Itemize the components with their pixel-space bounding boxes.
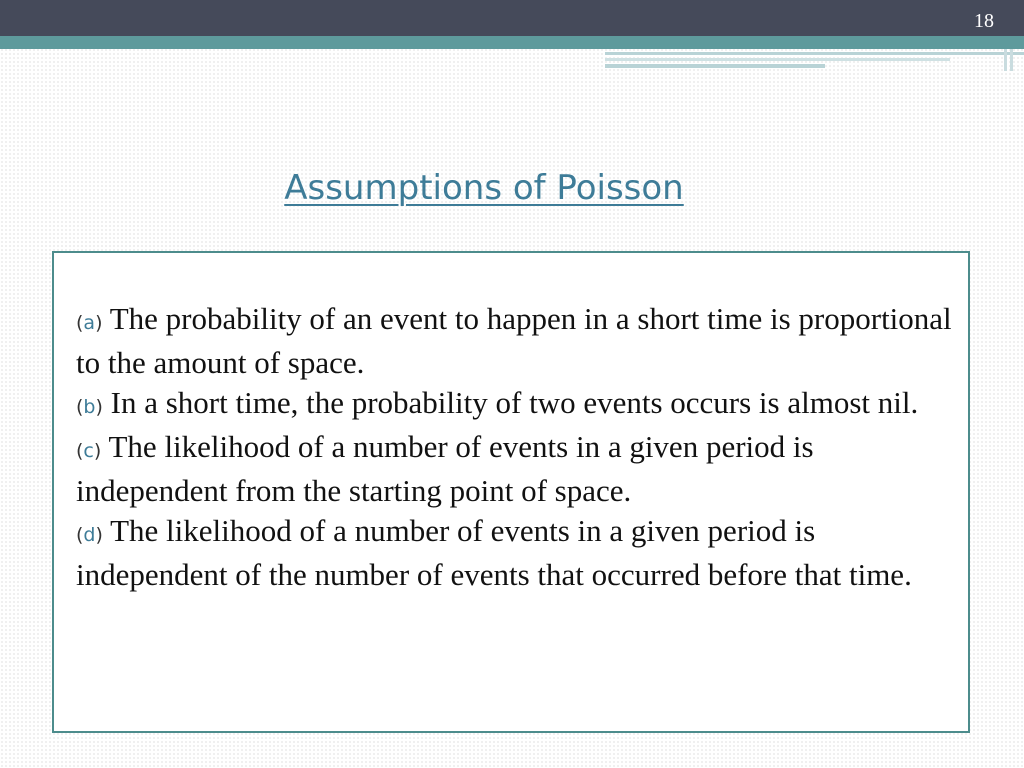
decorative-line <box>605 52 1024 55</box>
assumption-text: The likelihood of a number of events in a given period is independent of the number of events that occurred before that time. <box>76 513 912 592</box>
header-bar <box>0 0 1024 36</box>
list-marker-letter: b <box>83 396 96 418</box>
assumption-item <box>76 383 966 427</box>
list-marker: (d) <box>76 524 103 546</box>
slide-title <box>0 166 968 210</box>
header-accent-band <box>0 36 1024 49</box>
decorative-line <box>1010 49 1013 71</box>
assumption-text: The probability of an event to happen in a short time is proportional to the amount of space. <box>76 301 952 380</box>
assumption-item <box>76 299 966 383</box>
decorative-line <box>605 64 825 68</box>
slide-number: 18 <box>974 10 994 32</box>
assumption-text: The likelihood of a number of events in a given period is independent from the starting point of space. <box>76 429 814 508</box>
decorative-line <box>605 58 950 61</box>
list-marker-letter: a <box>83 312 96 334</box>
decorative-line <box>1004 49 1007 71</box>
list-marker: (b) <box>76 396 103 418</box>
assumption-item <box>76 427 966 511</box>
assumption-text: In a short time, the probability of two events occurs is almost nil. <box>110 385 919 420</box>
slide-title-text: Assumptions of Poisson <box>284 168 684 208</box>
assumption-list <box>76 299 966 595</box>
list-marker: (c) <box>76 440 102 462</box>
list-marker-letter: c <box>83 440 94 462</box>
assumption-item <box>76 511 966 595</box>
list-marker-letter: d <box>83 524 96 546</box>
list-marker: (a) <box>76 312 103 334</box>
content-box <box>52 251 970 733</box>
